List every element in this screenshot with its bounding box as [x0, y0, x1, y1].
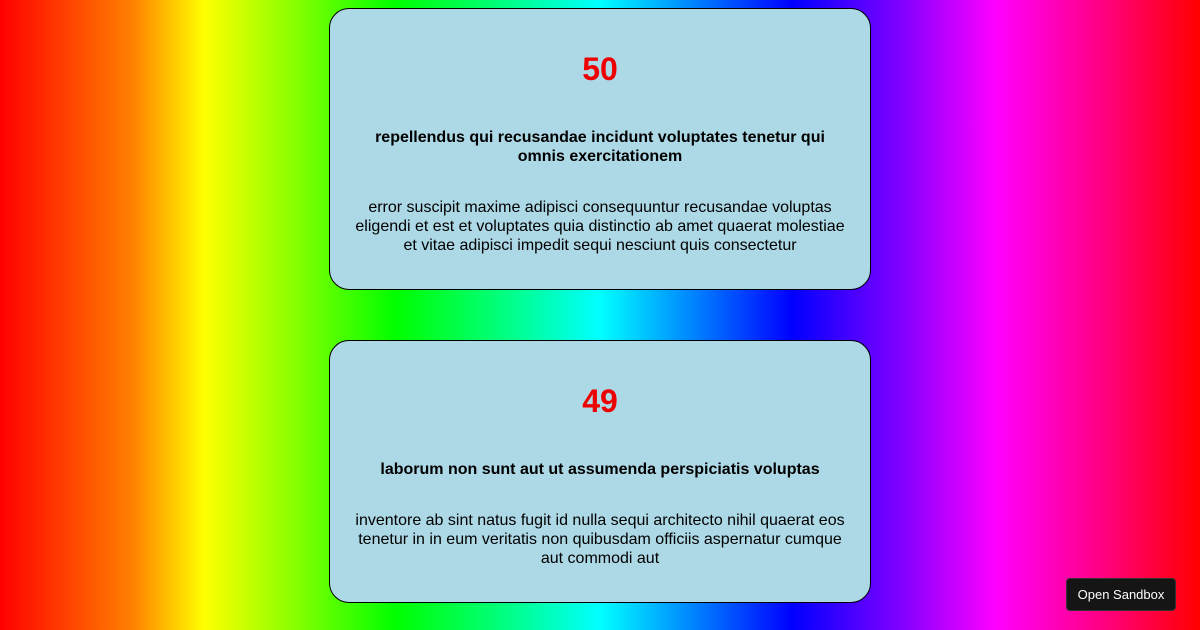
- post-list: [329, 8, 871, 603]
- post-id: 49: [582, 383, 618, 419]
- post-title: laborum non sunt aut ut assumenda perspiciatis voluptas: [380, 461, 820, 478]
- post-card: [329, 340, 871, 603]
- post-card: [329, 8, 871, 290]
- post-body: inventore ab sint natus fugit id nulla sequi architecto nihil quaerat eos tenetur in in eum veritatis non quibusdam officiis aspernatur cumque aut commodi aut: [355, 512, 845, 567]
- post-body: error suscipit maxime adipisci consequuntur recusandae voluptas eligendi et est et voluptates quia distinctio ab amet quaerat molestiae et vitae adipisci impedit sequi nesciunt quis consectetur: [355, 199, 845, 254]
- post-title: repellendus qui recusandae incidunt voluptates tenetur qui omnis exercitationem: [375, 129, 825, 165]
- post-id: 50: [582, 51, 618, 87]
- open-sandbox-button[interactable]: Open Sandbox: [1066, 578, 1176, 611]
